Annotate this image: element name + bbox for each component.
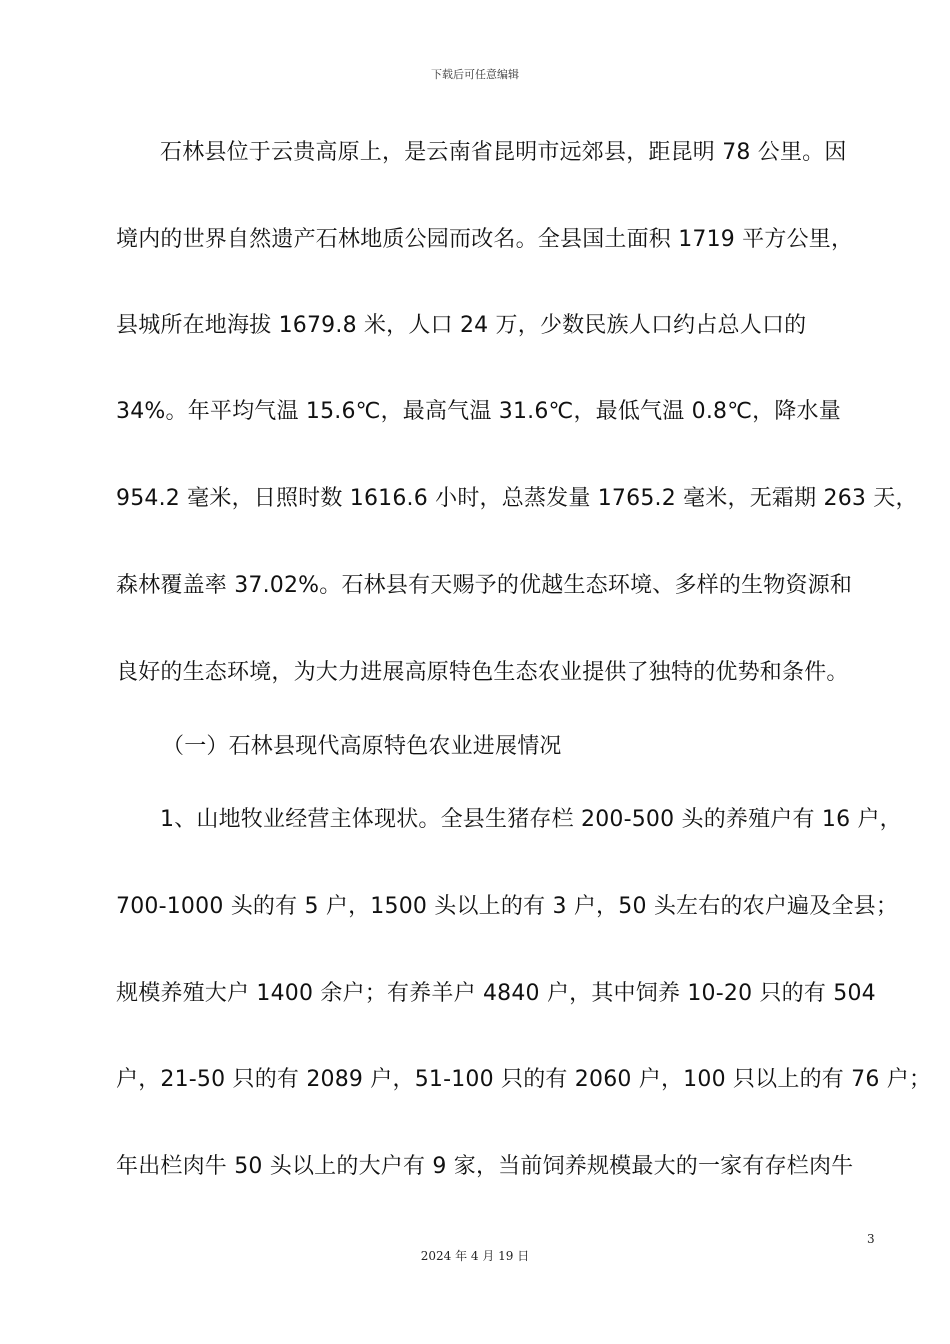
- paragraph-line: 700-1000 头的有 5 户，1500 头以上的有 3 户，50 头左右的农户遍及全县；: [116, 894, 899, 919]
- paragraph-line: 年出栏肉牛 50 头以上的大户有 9 家，当前饲养规模最大的一家有存栏肉牛: [116, 1154, 854, 1179]
- paragraph-line: 境内的世界自然遗产石林地质公园而改名。全县国土面积 1719 平方公里，: [116, 227, 854, 252]
- paragraph-line: 县城所在地海拔 1679.8 米，人口 24 万，少数民族人口约占总人口的: [116, 313, 807, 338]
- paragraph-line: 34%。年平均气温 15.6℃，最高气温 31.6℃，最低气温 0.8℃，降水量: [116, 399, 841, 424]
- page-number: 3: [867, 1232, 875, 1246]
- section-heading: （一）石林县现代高原特色农业进展情况: [162, 734, 562, 759]
- footer-date: 2024 年 4 月 19 日: [420, 1249, 530, 1263]
- paragraph-line: 1、山地牧业经营主体现状。全县生猪存栏 200-500 头的养殖户有 16 户，: [160, 807, 902, 832]
- paragraph-line: 户，21-50 只的有 2089 户，51-100 只的有 2060 户，100 只以上的有 76 户；: [116, 1067, 932, 1092]
- paragraph-line: 954.2 毫米，日照时数 1616.6 小时，总蒸发量 1765.2 毫米，无霜期 263 天，: [116, 486, 918, 511]
- header-note: 下载后可任意编辑: [431, 68, 519, 81]
- paragraph-line: 规模养殖大户 1400 余户；有养羊户 4840 户，其中饲养 10-20 只的有 504: [116, 981, 876, 1006]
- paragraph-line: 石林县位于云贵高原上，是云南省昆明市远郊县，距昆明 78 公里。因: [160, 140, 847, 165]
- paragraph-line: 良好的生态环境，为大力进展高原特色生态农业提供了独特的优势和条件。: [116, 660, 849, 685]
- paragraph-line: 森林覆盖率 37.02%。石林县有天赐予的优越生态环境、多样的生物资源和: [116, 573, 853, 598]
